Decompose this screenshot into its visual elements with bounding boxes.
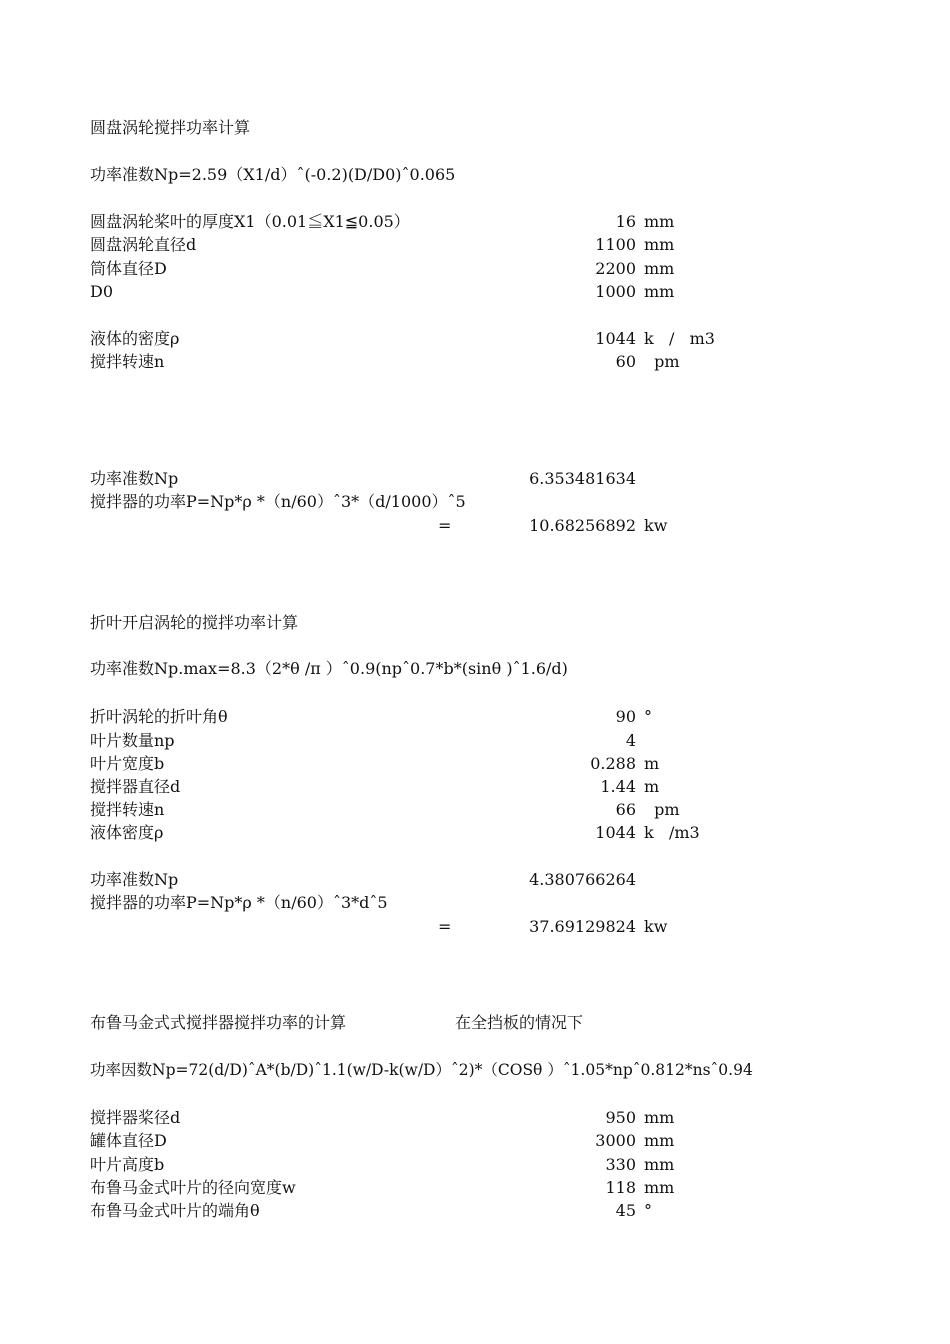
- np-value: 6.353481634: [529, 469, 636, 488]
- param-value: 1100: [595, 235, 636, 254]
- param-unit: k /m3: [644, 823, 700, 842]
- param-unit: m: [644, 777, 660, 796]
- param-label: 圆盘涡轮直径d: [90, 235, 197, 254]
- param-unit: mm: [644, 1178, 675, 1197]
- param-unit: °: [644, 707, 652, 726]
- param-unit: °: [644, 1201, 652, 1220]
- param-value: 950: [605, 1108, 636, 1127]
- param-label: 搅拌转速n: [90, 800, 165, 819]
- param-value: 90: [615, 707, 636, 726]
- param-unit: pm: [644, 800, 680, 819]
- section2-title: 折叶开启涡轮的搅拌功率计算: [90, 613, 299, 632]
- param-label: 搅拌器直径d: [90, 777, 181, 796]
- param-value: 2200: [595, 259, 636, 278]
- param-value: 1000: [595, 282, 636, 301]
- section3-formula: 功率因数Np=72(d/D)ˆA*(b/D)ˆ1.1(w/D-k(w/D）ˆ2)*（COSθ ）ˆ1.05*npˆ0.812*nsˆ0.94: [90, 1061, 753, 1079]
- param-label: 搅拌转速n: [90, 352, 165, 371]
- section3-title: 布鲁马金式式搅拌器搅拌功率的计算: [90, 1013, 347, 1032]
- param-unit: mm: [644, 282, 675, 301]
- power-unit: kw: [644, 516, 668, 535]
- param-value: 1044: [595, 823, 636, 842]
- param-unit: mm: [644, 259, 675, 278]
- param-label: 布鲁马金式叶片的径向宽度w: [90, 1178, 296, 1197]
- param-value: 330: [605, 1155, 636, 1174]
- param-unit: mm: [644, 1155, 675, 1174]
- param-value: 3000: [595, 1131, 636, 1150]
- section3-subtitle: 在全挡板的情况下: [455, 1013, 584, 1032]
- param-unit: mm: [644, 1131, 675, 1150]
- param-value: 1.44: [600, 777, 636, 796]
- param-unit: mm: [644, 1108, 675, 1127]
- param-label: 折叶涡轮的折叶角θ: [90, 707, 228, 726]
- param-value: 60: [615, 352, 636, 371]
- param-value: 66: [615, 800, 636, 819]
- power-label: 搅拌器的功率P=Np*ρ *（n/60）ˆ3*dˆ5: [90, 893, 388, 912]
- param-unit: mm: [644, 235, 675, 254]
- section1-formula: 功率准数Np=2.59（X1/d）ˆ(-0.2)(D/D0)ˆ0.065: [90, 165, 456, 184]
- param-label: 叶片高度b: [90, 1155, 165, 1174]
- np-value: 4.380766264: [529, 870, 636, 889]
- param-label: 液体的密度ρ: [90, 329, 180, 348]
- param-label: 叶片宽度b: [90, 754, 165, 773]
- param-value: 118: [605, 1178, 636, 1197]
- equals-sign: =: [438, 516, 452, 535]
- power-unit: kw: [644, 917, 668, 936]
- param-label: D0: [90, 282, 114, 301]
- param-unit: mm: [644, 212, 675, 231]
- param-label: 筒体直径D: [90, 259, 167, 278]
- np-label: 功率准数Np: [90, 469, 179, 488]
- param-label: 搅拌器桨径d: [90, 1108, 181, 1127]
- param-label: 布鲁马金式叶片的端角θ: [90, 1201, 260, 1220]
- power-value: 10.68256892: [529, 516, 636, 535]
- section1-title: 圆盘涡轮搅拌功率计算: [90, 118, 251, 137]
- equals-sign: =: [438, 917, 452, 936]
- param-label: 液体密度ρ: [90, 823, 164, 842]
- power-value: 37.69129824: [529, 917, 636, 936]
- param-label: 圆盘涡轮桨叶的厚度X1（0.01≦X1≦0.05）: [90, 212, 410, 231]
- param-label: 叶片数量np: [90, 731, 175, 750]
- param-value: 1044: [595, 329, 636, 348]
- param-unit: pm: [644, 352, 680, 371]
- param-value: 16: [615, 212, 636, 231]
- param-label: 罐体直径D: [90, 1131, 167, 1150]
- param-unit: m: [644, 754, 660, 773]
- param-value: 4: [625, 731, 636, 750]
- param-value: 45: [615, 1201, 636, 1220]
- power-label: 搅拌器的功率P=Np*ρ *（n/60）ˆ3*（d/1000）ˆ5: [90, 492, 466, 511]
- section2-formula: 功率准数Np.max=8.3（2*θ /π ）ˆ0.9(npˆ0.7*b*(sinθ )ˆ1.6/d): [90, 659, 568, 678]
- np-label: 功率准数Np: [90, 870, 179, 889]
- param-value: 0.288: [590, 754, 636, 773]
- param-unit: k / m3: [644, 329, 715, 348]
